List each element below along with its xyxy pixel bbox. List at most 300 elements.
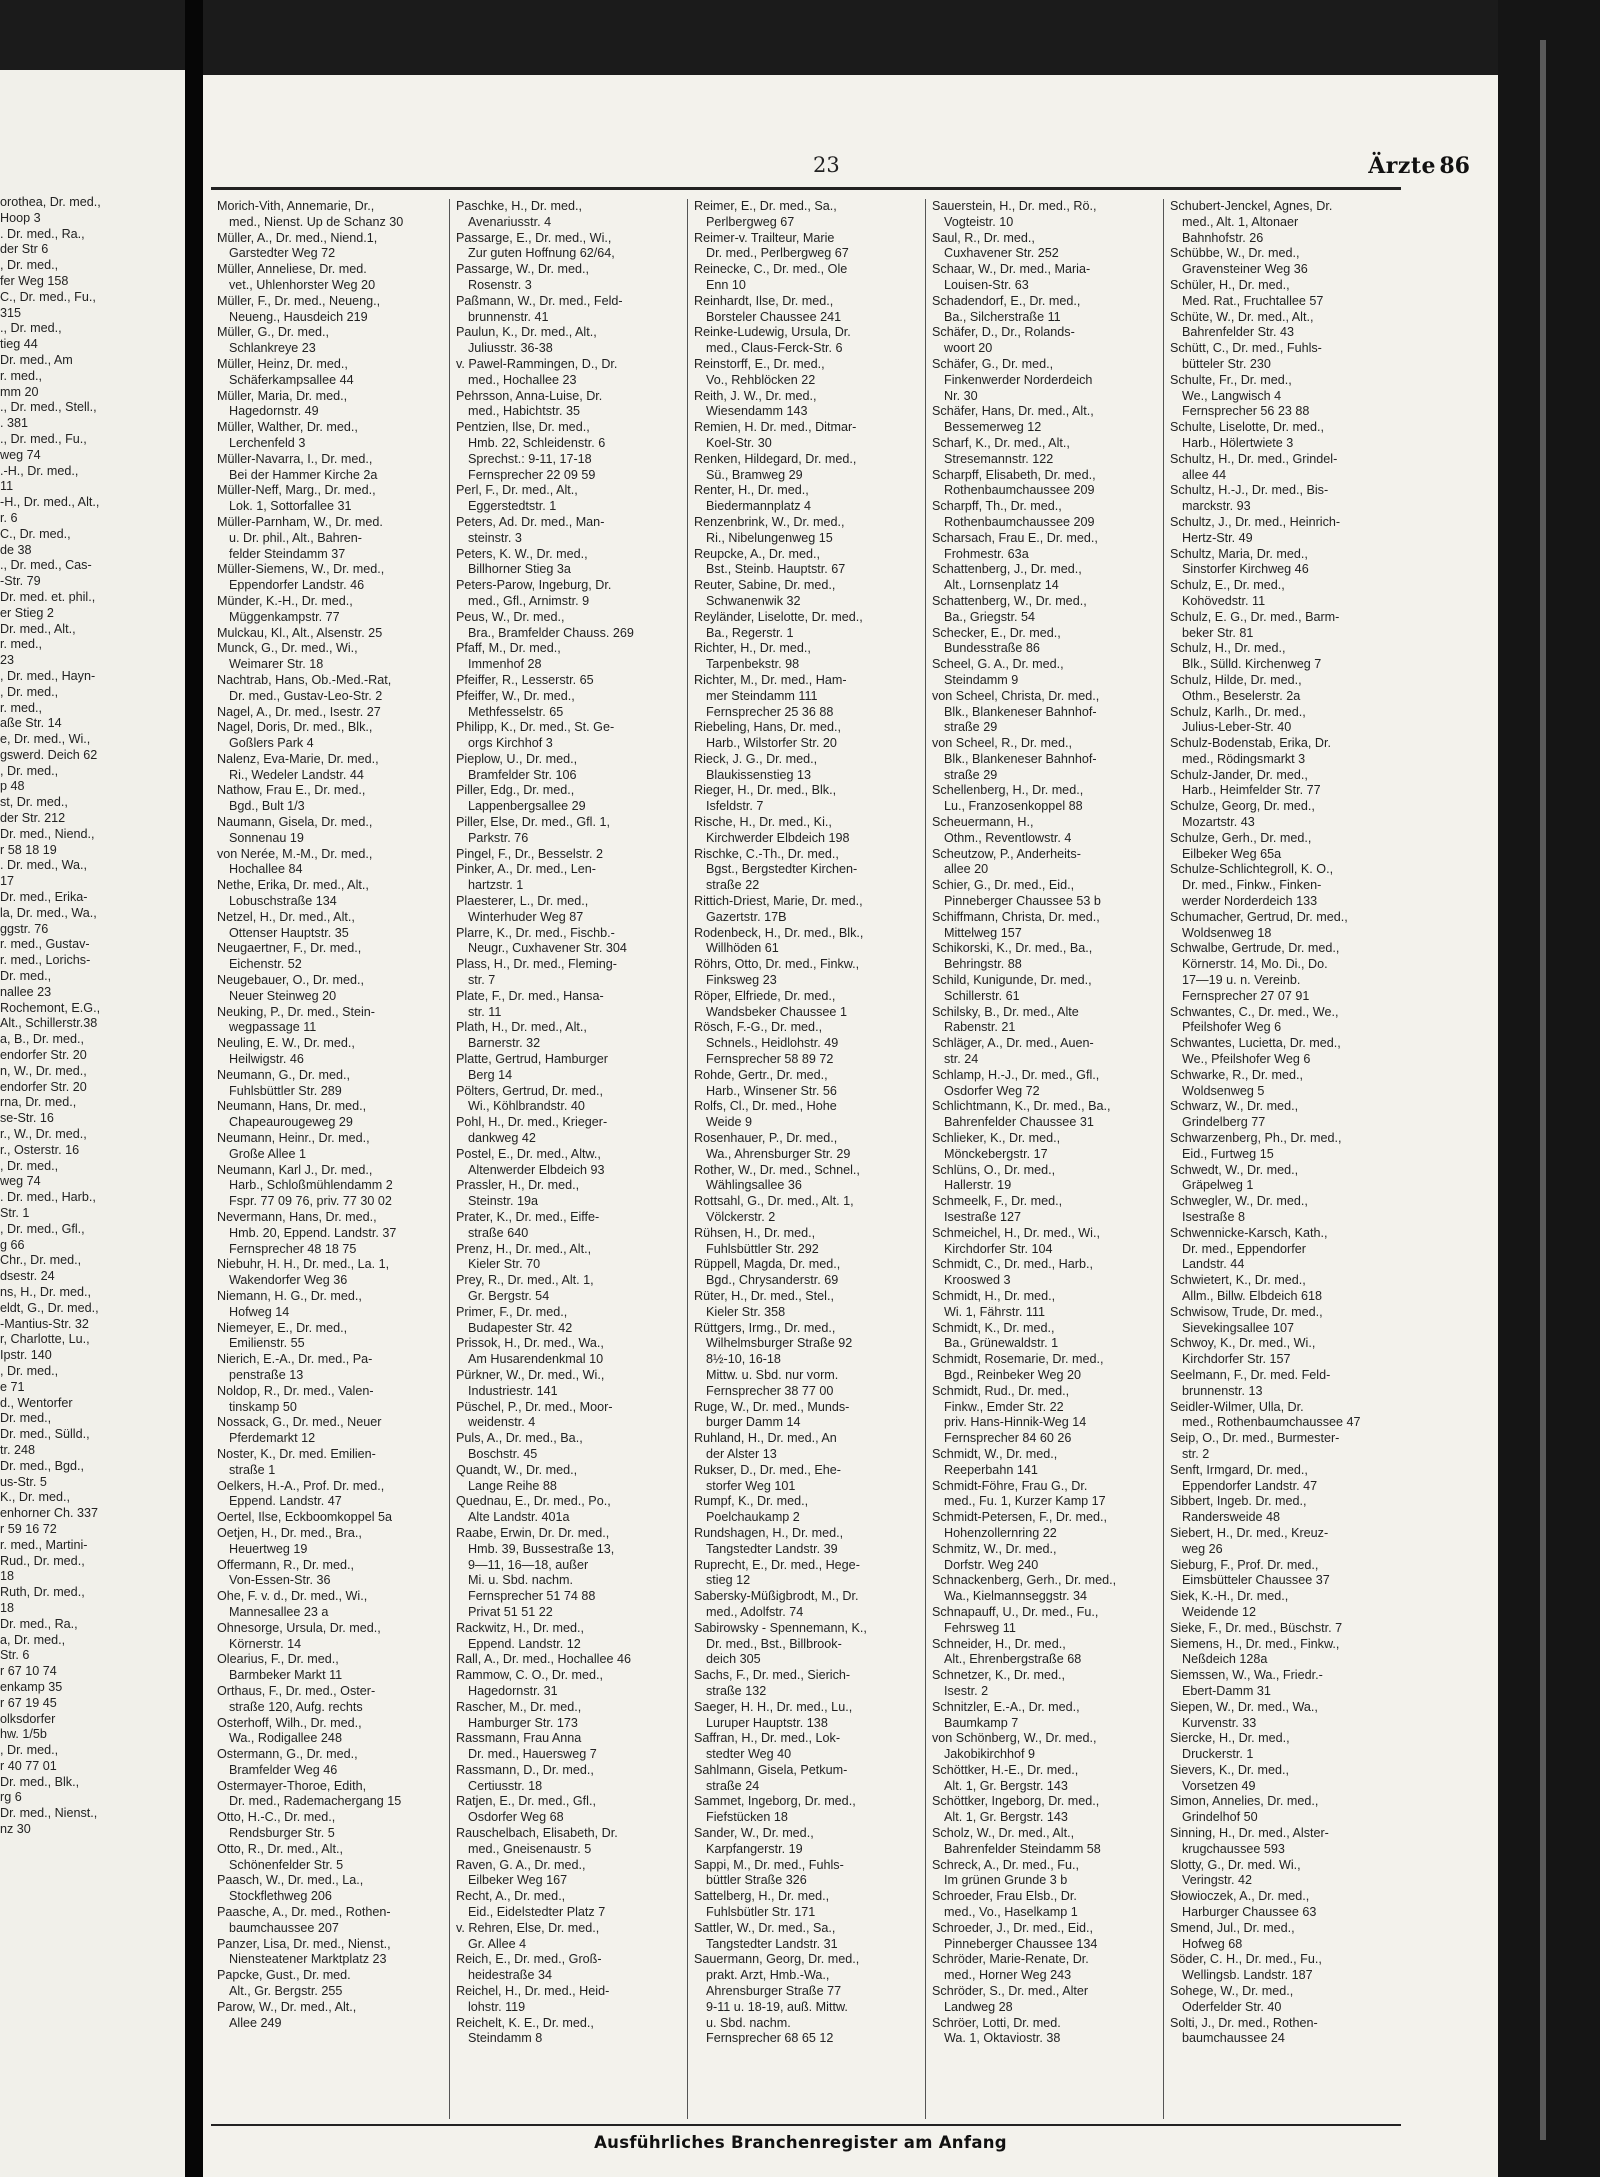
entry-name-line: Rottsahl, G., Dr. med., Alt. 1, bbox=[694, 1194, 854, 1209]
left-strip-line: r., W., Dr. med., bbox=[0, 1127, 87, 1142]
entry-address-line: straße 640 bbox=[468, 1225, 529, 1240]
directory-entry bbox=[456, 610, 687, 642]
directory-entry bbox=[694, 1952, 925, 2047]
directory-entry bbox=[456, 1652, 687, 1668]
directory-entry bbox=[694, 1321, 925, 1400]
directory-entry bbox=[932, 1700, 1163, 1732]
entry-name-line: Schwalbe, Gertrude, Dr. med., bbox=[1170, 941, 1340, 956]
entry-name-line: Rühsen, H., Dr. med., bbox=[694, 1225, 816, 1240]
directory-entry bbox=[217, 1842, 449, 1874]
entry-address-line: Berg 14 bbox=[468, 1067, 513, 1082]
left-strip-line: r. med., bbox=[0, 637, 42, 652]
entry-address-line: Kieler Str. 70 bbox=[468, 1257, 541, 1272]
entry-address-line: Enn 10 bbox=[706, 277, 746, 292]
left-strip-line: ns, H., Dr. med., bbox=[0, 1284, 91, 1299]
entry-name-line: Rische, H., Dr. med., Ki., bbox=[694, 815, 832, 830]
entry-name-line: Siemssen, W., Wa., Friedr.- bbox=[1170, 1668, 1323, 1683]
entry-name-line: Schmidt, W., Dr. med., bbox=[932, 1446, 1058, 1461]
entry-address-line: Harb., Schloßmühlendamm 2 bbox=[229, 1178, 393, 1193]
directory-entry bbox=[932, 294, 1163, 326]
left-strip-line: olksdorfer bbox=[0, 1711, 56, 1726]
directory-entry bbox=[217, 452, 449, 484]
entry-address-line: Perlbergweg 67 bbox=[706, 214, 795, 229]
directory-entry bbox=[694, 483, 925, 515]
entry-address-line: med., Gfl., Arnimstr. 9 bbox=[468, 593, 590, 608]
left-strip-line: Dr. med., Sülld., bbox=[0, 1427, 90, 1442]
directory-entry bbox=[694, 389, 925, 421]
entry-address-line: Völckerstr. 2 bbox=[706, 1210, 776, 1224]
entry-address-line: allee 44 bbox=[1182, 467, 1227, 482]
directory-entry bbox=[694, 720, 925, 752]
entry-address-line: Eppend. Landstr. 12 bbox=[468, 1636, 581, 1651]
entry-address-line: Bst., Steinb. Hauptstr. 67 bbox=[706, 562, 846, 577]
entry-address-line: Mi. u. Sbd. nachm. bbox=[468, 1573, 573, 1588]
directory-entry bbox=[932, 626, 1163, 658]
entry-name-line: Peters-Parow, Ingeburg, Dr. bbox=[456, 578, 612, 593]
directory-entry bbox=[456, 1147, 687, 1179]
entry-address-line: Eppendorfer Landstr. 46 bbox=[229, 578, 365, 593]
directory-entry bbox=[932, 1605, 1163, 1637]
entry-address-line: Eggerstedtstr. 1 bbox=[468, 499, 557, 514]
entry-name-line: Oetjen, H., Dr. med., Bra., bbox=[217, 1525, 362, 1540]
directory-entry bbox=[694, 989, 925, 1021]
entry-address-line: Certiusstr. 18 bbox=[468, 1778, 543, 1793]
directory-entry bbox=[456, 483, 687, 515]
entry-address-line: Schillerstr. 61 bbox=[944, 988, 1020, 1003]
directory-entry bbox=[217, 847, 449, 879]
directory-entry bbox=[456, 1889, 687, 1921]
directory-entry bbox=[694, 1858, 925, 1890]
directory-entry bbox=[1170, 1036, 1401, 1068]
entry-name-line: Schöttker, H.-E., Dr. med., bbox=[932, 1762, 1079, 1777]
entry-name-line: Rassmann, Frau Anna bbox=[456, 1731, 582, 1746]
directory-entry bbox=[456, 1273, 687, 1305]
entry-address-line: Chapeaurougeweg 29 bbox=[229, 1115, 353, 1130]
directory-entry bbox=[456, 847, 687, 863]
entry-name-line: Reith, J. W., Dr. med., bbox=[694, 388, 817, 403]
entry-address-line: Alt. 1, Gr. Bergstr. 143 bbox=[944, 1810, 1068, 1825]
left-strip-line: Dr. med., Bgd., bbox=[0, 1458, 84, 1473]
directory-entry bbox=[217, 1589, 449, 1621]
entry-name-line: Senft, Irmgard, Dr. med., bbox=[1170, 1462, 1308, 1477]
entry-address-line: Gr. Bergstr. 54 bbox=[468, 1288, 550, 1303]
entry-address-line: weg 26 bbox=[1182, 1541, 1223, 1556]
entry-name-line: Philipp, K., Dr. med., St. Ge- bbox=[456, 720, 615, 735]
directory-entry bbox=[1170, 1099, 1401, 1131]
entry-name-line: Rüttgers, Irmg., Dr. med., bbox=[694, 1320, 836, 1335]
left-strip-line: . Dr. med., Ra., bbox=[0, 226, 85, 241]
entry-name-line: Postel, E., Dr. med., Altw., bbox=[456, 1146, 601, 1161]
entry-name-line: Reuter, Sabine, Dr. med., bbox=[694, 578, 836, 593]
left-strip-line: dsestr. 24 bbox=[0, 1269, 55, 1284]
entry-name-line: Sabersky-Müßigbrodt, M., Dr. bbox=[694, 1589, 859, 1604]
directory-entry bbox=[1170, 1526, 1401, 1558]
left-strip-line: ., Dr. med., Cas- bbox=[0, 558, 92, 573]
entry-name-line: Offermann, R., Dr. med., bbox=[217, 1557, 354, 1572]
entry-address-line: Fernsprecher 48 18 75 bbox=[229, 1241, 357, 1256]
directory-entry bbox=[1170, 578, 1401, 610]
entry-name-line: v. Pawel-Rammingen, D., Dr. bbox=[456, 356, 618, 371]
entry-address-line: u. Sbd. nachm. bbox=[706, 2015, 791, 2030]
directory-entry bbox=[456, 783, 687, 815]
section-number: 86 bbox=[1439, 153, 1470, 179]
directory-entry bbox=[217, 1558, 449, 1590]
entry-address-line: Mannesallee 23 a bbox=[229, 1604, 329, 1619]
entry-name-line: Schröder, Marie-Renate, Dr. bbox=[932, 1952, 1089, 1967]
book-edge bbox=[1498, 0, 1600, 2177]
directory-entry bbox=[1170, 515, 1401, 547]
entry-name-line: Scheuermann, H., bbox=[932, 815, 1034, 830]
entry-address-line: Eichenstr. 52 bbox=[229, 957, 302, 972]
entry-address-line: Othm., Reventlowstr. 4 bbox=[944, 830, 1072, 845]
directory-entry bbox=[217, 1873, 449, 1905]
entry-address-line: Dr. med., Rademachergang 15 bbox=[229, 1794, 402, 1809]
entry-name-line: Renken, Hildegard, Dr. med., bbox=[694, 451, 857, 466]
entry-name-line: Slotty, G., Dr. med. Wi., bbox=[1170, 1857, 1301, 1872]
directory-entry bbox=[217, 483, 449, 515]
left-strip-line: C., Dr. med., Fu., bbox=[0, 289, 96, 304]
entry-address-line: Bgst., Bergstedter Kirchen- bbox=[706, 862, 858, 877]
left-strip-line: , Dr. med., bbox=[0, 684, 59, 699]
directory-entry bbox=[456, 1305, 687, 1337]
directory-entry bbox=[932, 499, 1163, 531]
directory-entry bbox=[217, 626, 449, 642]
entry-name-line: v. Rehren, Else, Dr. med., bbox=[456, 1920, 600, 1935]
directory-entry bbox=[217, 1905, 449, 1937]
entry-name-line: Schellenberg, H., Dr. med., bbox=[932, 783, 1084, 798]
entry-address-line: stedter Weg 40 bbox=[706, 1747, 792, 1762]
entry-name-line: Paschke, H., Dr. med., bbox=[456, 199, 582, 213]
directory-entry bbox=[456, 1242, 687, 1274]
entry-address-line: Gräpelweg 1 bbox=[1182, 1178, 1254, 1193]
entry-address-line: Wa., Rodigallee 248 bbox=[229, 1731, 342, 1746]
entry-name-line: Reinhardt, Ilse, Dr. med., bbox=[694, 293, 834, 308]
left-strip-line: . 381 bbox=[0, 416, 29, 431]
entry-address-line: Wi., Köhlbrandstr. 40 bbox=[468, 1099, 585, 1114]
directory-entry bbox=[456, 1858, 687, 1890]
entry-address-line: Schnels., Heidlohstr. 49 bbox=[706, 1036, 839, 1051]
entry-name-line: Platte, Gertrud, Hamburger bbox=[456, 1052, 608, 1067]
directory-entry bbox=[932, 1257, 1163, 1289]
entry-address-line: Kirchwerder Elbdeich 198 bbox=[706, 830, 850, 845]
directory-entry bbox=[1170, 1637, 1401, 1669]
entry-name-line: Solti, J., Dr. med., Rothen- bbox=[1170, 2015, 1318, 2030]
entry-name-line: Rischke, C.-Th., Dr. med., bbox=[694, 846, 839, 861]
directory-entry bbox=[217, 1968, 449, 2000]
directory-entry bbox=[217, 1937, 449, 1969]
entry-address-line: Bramfelder Str. 106 bbox=[468, 767, 577, 782]
entry-address-line: Rosenstr. 3 bbox=[468, 277, 532, 292]
entry-name-line: Schmidt, Rud., Dr. med., bbox=[932, 1383, 1070, 1398]
directory-entry bbox=[1170, 910, 1401, 942]
entry-address-line: Bahrenfelder Steindamm 58 bbox=[944, 1841, 1101, 1856]
left-strip-line: r. 6 bbox=[0, 510, 18, 525]
entry-name-line: Munck, G., Dr. med., Wi., bbox=[217, 641, 358, 656]
left-strip-line: , Dr. med., Hayn- bbox=[0, 668, 96, 683]
directory-entry bbox=[694, 610, 925, 642]
entry-name-line: Sauermann, Georg, Dr. med., bbox=[694, 1952, 860, 1967]
directory-entry bbox=[456, 515, 687, 547]
directory-entry bbox=[932, 783, 1163, 815]
entry-name-line: Schläger, A., Dr. med., Auen- bbox=[932, 1036, 1094, 1051]
entry-address-line: Bahnhofstr. 26 bbox=[1182, 230, 1264, 245]
entry-address-line: 9-11 u. 18-19, auß. Mittw. bbox=[706, 1999, 848, 2014]
entry-name-line: Schadendorf, E., Dr. med., bbox=[932, 293, 1081, 308]
directory-entry bbox=[694, 231, 925, 263]
entry-address-line: We., Pfeilshofer Weg 6 bbox=[1182, 1052, 1311, 1067]
left-strip-line: Str. 6 bbox=[0, 1648, 30, 1663]
entry-name-line: Reinke-Ludewig, Ursula, Dr. bbox=[694, 325, 851, 340]
directory-entry bbox=[456, 641, 687, 673]
entry-address-line: Louisen-Str. 63 bbox=[944, 277, 1029, 292]
left-strip-line: Dr. med., Erika- bbox=[0, 890, 88, 905]
directory-entry bbox=[456, 294, 687, 326]
entry-address-line: Emilienstr. 55 bbox=[229, 1336, 305, 1351]
entry-address-line: Ahrensburger Straße 77 bbox=[706, 1984, 842, 1999]
entry-address-line: dankweg 42 bbox=[468, 1131, 536, 1146]
entry-name-line: Rauschelbach, Elisabeth, Dr. bbox=[456, 1826, 618, 1841]
entry-name-line: Panzer, Lisa, Dr. med., Nienst., bbox=[217, 1936, 391, 1951]
entry-address-line: Niensteatener Marktplatz 23 bbox=[229, 1952, 387, 1967]
left-strip-line: Dr. med., Am bbox=[0, 352, 73, 367]
entry-address-line: Woldsenweg 18 bbox=[1182, 925, 1272, 940]
entry-name-line: Prassler, H., Dr. med., bbox=[456, 1178, 580, 1193]
entry-address-line: Boschstr. 45 bbox=[468, 1446, 538, 1461]
left-page-fragment bbox=[0, 70, 185, 2177]
directory-entry bbox=[694, 1463, 925, 1495]
entry-address-line: werder Norderdeich 133 bbox=[1182, 894, 1318, 909]
directory-entry bbox=[694, 420, 925, 452]
entry-address-line: Hochallee 84 bbox=[229, 862, 303, 877]
entry-name-line: Ratjen, E., Dr. med., Gfl., bbox=[456, 1794, 596, 1809]
directory-entry bbox=[217, 1321, 449, 1353]
entry-name-line: Reichelt, K. E., Dr. med., bbox=[456, 2015, 594, 2030]
directory-entry bbox=[456, 752, 687, 784]
entry-address-line: prakt. Arzt, Hmb.-Wa., bbox=[706, 1968, 830, 1983]
entry-address-line: Eilbeker Weg 65a bbox=[1182, 846, 1282, 861]
left-strip-line: enhorner Ch. 337 bbox=[0, 1506, 99, 1521]
entry-address-line: straße 22 bbox=[706, 878, 760, 893]
entry-name-line: Sievers, K., Dr. med., bbox=[1170, 1762, 1289, 1777]
entry-address-line: Eppend. Landstr. 47 bbox=[229, 1494, 342, 1509]
entry-address-line: Neuer Steinweg 20 bbox=[229, 988, 337, 1003]
entry-name-line: Scheutzow, P., Anderheits- bbox=[932, 846, 1081, 861]
entry-name-line: Siek, K.-H., Dr. med., bbox=[1170, 1589, 1289, 1604]
entry-name-line: Schulz-Jander, Dr. med., bbox=[1170, 767, 1308, 782]
entry-address-line: Schlankreye 23 bbox=[229, 341, 316, 356]
entry-name-line: Seelmann, F., Dr. med. Feld- bbox=[1170, 1367, 1331, 1382]
entry-address-line: Fernsprecher 84 60 26 bbox=[944, 1431, 1072, 1446]
directory-entry bbox=[694, 1131, 925, 1163]
left-strip-line: Dr. med., Alt., bbox=[0, 621, 76, 636]
left-strip-line: r, Charlotte, Lu., bbox=[0, 1332, 90, 1347]
left-strip-line: a, B., Dr. med., bbox=[0, 1032, 84, 1047]
entry-address-line: Wellingsb. Landstr. 187 bbox=[1182, 1968, 1313, 1983]
entry-name-line: Sander, W., Dr. med., bbox=[694, 1826, 814, 1841]
entry-name-line: Schäfer, D., Dr., Rolands- bbox=[932, 325, 1075, 340]
entry-address-line: Alt., Gr. Bergstr. 255 bbox=[229, 1984, 343, 1999]
entry-address-line: Behringstr. 88 bbox=[944, 957, 1022, 972]
entry-address-line: med., Fu. 1, Kurzer Kamp 17 bbox=[944, 1494, 1106, 1509]
entry-address-line: Fspr. 77 09 76, priv. 77 30 02 bbox=[229, 1194, 392, 1209]
entry-name-line: Papcke, Gust., Dr. med. bbox=[217, 1968, 351, 1983]
entry-address-line: penstraße 13 bbox=[229, 1367, 304, 1382]
entry-address-line: med., Claus-Ferck-Str. 6 bbox=[706, 341, 843, 356]
entry-address-line: Sprechst.: 9-11, 17-18 bbox=[468, 451, 592, 466]
entry-name-line: Reinstorff, E., Dr. med., bbox=[694, 356, 825, 371]
left-strip-line: r. med., bbox=[0, 368, 42, 383]
entry-name-line: Schwegler, W., Dr. med., bbox=[1170, 1194, 1308, 1209]
entry-name-line: Renzenbrink, W., Dr. med., bbox=[694, 514, 845, 529]
entry-name-line: Rohde, Gertr., Dr. med., bbox=[694, 1067, 828, 1082]
directory-entry bbox=[1170, 1558, 1401, 1590]
entry-address-line: Hofweg 14 bbox=[229, 1304, 290, 1319]
entry-name-line: Schikorski, K., Dr. med., Ba., bbox=[932, 941, 1093, 956]
left-strip-line: Dr. med., Blk., bbox=[0, 1774, 80, 1789]
entry-address-line: Weimarer Str. 18 bbox=[229, 657, 324, 672]
directory-entry bbox=[932, 1573, 1163, 1605]
entry-address-line: Rothenbaumchaussee 209 bbox=[944, 514, 1095, 529]
entry-name-line: Oelkers, H.-A., Prof. Dr. med., bbox=[217, 1478, 385, 1493]
entry-address-line: vet., Uhlenhorster Weg 20 bbox=[229, 277, 376, 292]
entry-name-line: Pentzien, Ilse, Dr. med., bbox=[456, 420, 590, 435]
entry-name-line: Reichel, H., Dr. med., Heid- bbox=[456, 1984, 610, 1999]
entry-name-line: Oertel, Ilse, Eckboomkoppel 5a bbox=[217, 1510, 393, 1525]
directory-entry bbox=[1170, 610, 1401, 642]
directory-entry bbox=[932, 262, 1163, 294]
entry-name-line: Müller, Walther, Dr. med., bbox=[217, 420, 358, 435]
entry-name-line: Nagel, A., Dr. med., Isestr. 27 bbox=[217, 704, 381, 719]
entry-name-line: Röhrs, Otto, Dr. med., Finkw., bbox=[694, 957, 860, 972]
entry-name-line: Schulz, H., Dr. med., bbox=[1170, 641, 1286, 656]
entry-name-line: Siemens, H., Dr. med., Finkw., bbox=[1170, 1636, 1340, 1651]
entry-address-line: Bahrenfelder Chaussee 31 bbox=[944, 1115, 1094, 1130]
entry-address-line: med., Rothenbaumchaussee 47 bbox=[1182, 1415, 1361, 1430]
directory-entry bbox=[694, 294, 925, 326]
entry-name-line: Rösch, F.-G., Dr. med., bbox=[694, 1020, 823, 1035]
directory-entry bbox=[932, 1763, 1163, 1795]
entry-name-line: Piller, Else, Dr. med., Gfl. 1, bbox=[456, 815, 610, 830]
directory-entry bbox=[217, 1779, 449, 1811]
entry-name-line: Pieplow, U., Dr. med., bbox=[456, 751, 578, 766]
entry-address-line: Cuxhavener Str. 252 bbox=[944, 246, 1059, 261]
entry-address-line: Karpfangerstr. 19 bbox=[706, 1841, 803, 1856]
directory-entry bbox=[217, 2000, 449, 2032]
entry-name-line: Primer, F., Dr. med., bbox=[456, 1304, 568, 1319]
entry-name-line: Schmidt, K., Dr. med., bbox=[932, 1320, 1055, 1335]
directory-entry bbox=[456, 389, 687, 421]
left-strip-line: . Dr. med., Harb., bbox=[0, 1190, 96, 1205]
entry-name-line: Schultz, H., Dr. med., Grindel- bbox=[1170, 451, 1338, 466]
entry-name-line: Reich, E., Dr. med., Groß- bbox=[456, 1952, 602, 1967]
entry-name-line: Plass, H., Dr. med., Fleming- bbox=[456, 957, 617, 972]
entry-address-line: Grindelhof 50 bbox=[1182, 1810, 1258, 1825]
directory-entry bbox=[456, 1763, 687, 1795]
entry-name-line: Seip, O., Dr. med., Burmester- bbox=[1170, 1431, 1340, 1446]
entry-name-line: Schüler, H., Dr. med., bbox=[1170, 277, 1290, 292]
entry-address-line: Weidende 12 bbox=[1182, 1604, 1256, 1619]
directory-entry bbox=[217, 1352, 449, 1384]
directory-entry bbox=[932, 815, 1163, 847]
entry-address-line: Lobuschstraße 134 bbox=[229, 894, 337, 909]
entry-address-line: Tangstedter Landstr. 31 bbox=[706, 1936, 838, 1951]
left-strip-line: Rud., Dr. med., bbox=[0, 1553, 85, 1568]
entry-address-line: priv. Hans-Hinnik-Weg 14 bbox=[944, 1415, 1087, 1430]
entry-address-line: stieg 12 bbox=[706, 1573, 751, 1588]
directory-entry bbox=[932, 1510, 1163, 1542]
entry-name-line: Schmidt-Föhre, Frau G., Dr. bbox=[932, 1478, 1088, 1493]
directory-entry bbox=[932, 1068, 1163, 1100]
entry-name-line: Seidler-Wilmer, Ulla, Dr. bbox=[1170, 1399, 1304, 1414]
entry-address-line: Isfeldstr. 7 bbox=[706, 799, 764, 814]
entry-address-line: Sinstorfer Kirchweg 46 bbox=[1182, 562, 1309, 577]
entry-name-line: Müller, Heinz, Dr. med., bbox=[217, 356, 348, 371]
directory-entry bbox=[694, 1099, 925, 1131]
directory-entry bbox=[932, 1289, 1163, 1321]
entry-name-line: Perl, F., Dr. med., Alt., bbox=[456, 483, 578, 498]
entry-name-line: Rascher, M., Dr. med., bbox=[456, 1699, 582, 1714]
left-strip-line: weg 74 bbox=[0, 1174, 41, 1189]
directory-entry bbox=[1170, 1005, 1401, 1037]
directory-entry bbox=[217, 1005, 449, 1037]
entry-name-line: Nethe, Erika, Dr. med., Alt., bbox=[217, 878, 369, 893]
entry-address-line: Borsteler Chaussee 241 bbox=[706, 309, 842, 324]
entry-address-line: Körnerstr. 14, Mo. Di., Do. bbox=[1182, 957, 1328, 972]
directory-entry bbox=[456, 1431, 687, 1463]
entry-address-line: Finksweg 23 bbox=[706, 973, 777, 988]
entry-address-line: Altenwerder Elbdeich 93 bbox=[468, 1162, 605, 1177]
directory-entry bbox=[694, 783, 925, 815]
entry-address-line: Winterhuder Weg 87 bbox=[468, 909, 584, 924]
entry-name-line: Schmidt, C., Dr. med., Harb., bbox=[932, 1257, 1093, 1272]
entry-name-line: Reyländer, Liselotte, Dr. med., bbox=[694, 609, 863, 624]
entry-address-line: Luruper Hauptstr. 138 bbox=[706, 1715, 828, 1730]
entry-address-line: Vo., Rehblöcken 22 bbox=[706, 372, 816, 387]
entry-address-line: Sü., Bramweg 29 bbox=[706, 467, 803, 482]
directory-entry bbox=[456, 862, 687, 894]
directory-entry bbox=[456, 1020, 687, 1052]
entry-name-line: Sieke, F., Dr. med., Büschstr. 7 bbox=[1170, 1620, 1343, 1635]
entry-name-line: Renter, H., Dr. med., bbox=[694, 483, 809, 498]
entry-name-line: Scharsach, Frau E., Dr. med., bbox=[932, 530, 1098, 545]
directory-entry bbox=[1170, 483, 1401, 515]
left-strip-line: 11 bbox=[0, 479, 14, 494]
entry-address-line: Gravensteiner Weg 36 bbox=[1182, 262, 1308, 277]
directory-entry bbox=[217, 1479, 449, 1511]
entry-address-line: Fernsprecher 51 74 88 bbox=[468, 1589, 596, 1604]
entry-name-line: Schäfer, Hans, Dr. med., Alt., bbox=[932, 404, 1094, 419]
left-strip-line: , Dr. med., Gfl., bbox=[0, 1221, 85, 1236]
directory-entry bbox=[217, 1099, 449, 1131]
directory-entry bbox=[456, 1178, 687, 1210]
directory-entry bbox=[1170, 1668, 1401, 1700]
entry-name-line: Neumann, G., Dr. med., bbox=[217, 1067, 350, 1082]
left-strip-line: fer Weg 158 bbox=[0, 273, 69, 288]
footer-rule bbox=[211, 2124, 1401, 2126]
directory-entry bbox=[1170, 1700, 1401, 1732]
entry-name-line: Schulz, E., Dr. med., bbox=[1170, 578, 1285, 593]
directory-entry bbox=[932, 1668, 1163, 1700]
entry-address-line: Fiefstücken 18 bbox=[706, 1810, 788, 1825]
entry-name-line: Olearius, F., Dr. med., bbox=[217, 1652, 339, 1667]
page-number: 23 bbox=[813, 153, 840, 177]
left-strip-line: r. med., Lorichs- bbox=[0, 953, 91, 968]
directory-entry bbox=[456, 1400, 687, 1432]
entry-address-line: straße 120, Aufg. rechts bbox=[229, 1699, 363, 1714]
directory-entry bbox=[932, 1321, 1163, 1353]
directory-entry bbox=[694, 1226, 925, 1258]
directory-entry bbox=[694, 957, 925, 989]
